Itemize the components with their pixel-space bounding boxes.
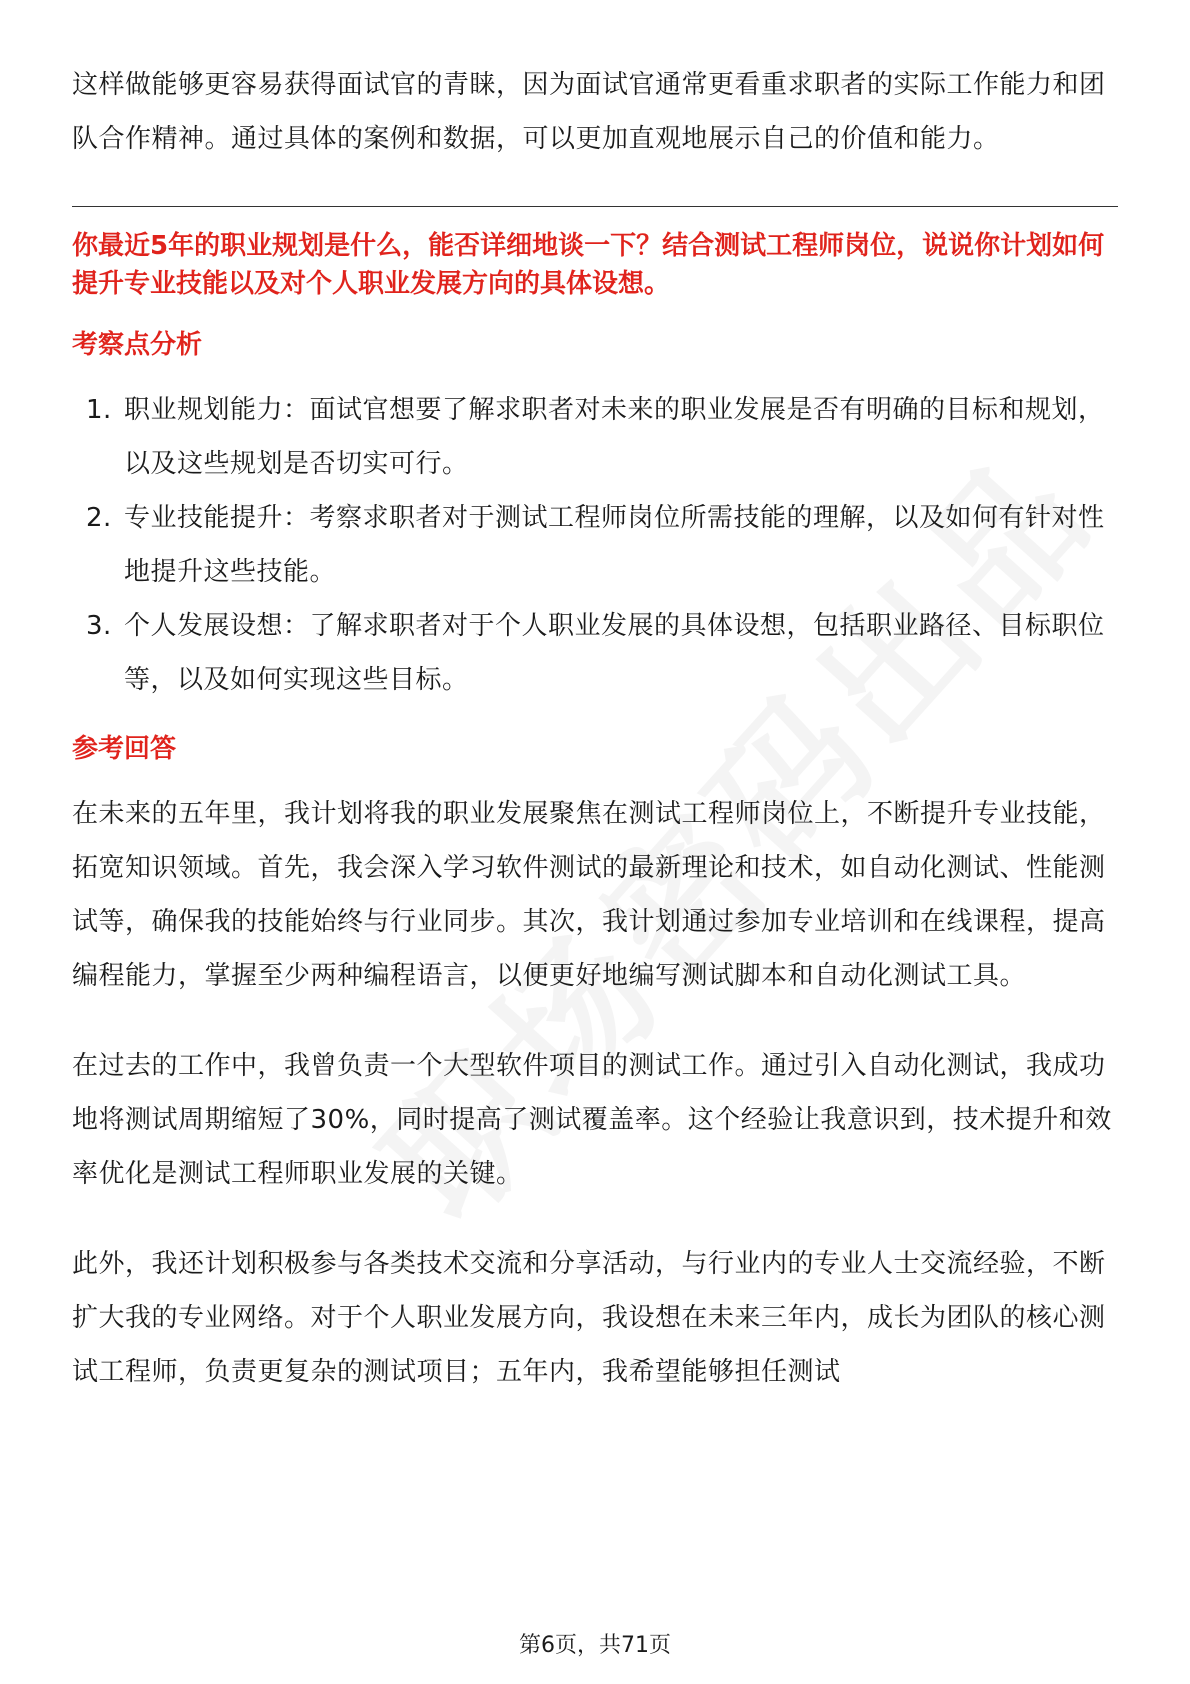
point-text: 专业技能提升：考察求职者对于测试工程师岗位所需技能的理解，以及如何有针对性地提升这些技能。 bbox=[124, 503, 1105, 587]
page-number-footer: 第6页，共71页 bbox=[519, 1633, 671, 1658]
answer-paragraph: 在过去的工作中，我曾负责一个大型软件项目的测试工作。通过引入自动化测试，我成功地将测试周期缩短了30%，同时提高了测试覆盖率。这个经验让我意识到，技术提升和效率优化是测试工程师职业发展的关键。 bbox=[72, 1051, 1112, 1189]
point-number: 1. bbox=[86, 395, 112, 425]
page-content bbox=[72, 58, 1118, 1399]
answer-paragraph: 此外，我还计划积极参与各类技术交流和分享活动，与行业内的专业人士交流经验，不断扩大我的专业网络。对于个人职业发展方向，我设想在未来三年内，成长为团队的核心测试工程师，负责更复杂的测试项目；五年内，我希望能够担任测试 bbox=[72, 1249, 1106, 1387]
point-text: 职业规划能力：面试官想要了解求职者对未来的职业发展是否有明确的目标和规划，以及这些规划是否切实可行。 bbox=[124, 395, 1105, 479]
analysis-heading: 考察点分析 bbox=[72, 330, 203, 360]
answer-paragraph: 在未来的五年里，我计划将我的职业发展聚焦在测试工程师岗位上，不断提升专业技能，拓宽知识领域。首先，我会深入学习软件测试的最新理论和技术，如自动化测试、性能测试等，确保我的技能始终与行业同步。其次，我计划通过参加专业培训和在线课程，提高编程能力，掌握至少两种编程语言，以便更好地编写测试脚本和自动化测试工具。 bbox=[72, 799, 1106, 991]
analysis-point bbox=[72, 599, 1118, 707]
intro-paragraph: 这样做能够更容易获得面试官的青睐，因为面试官通常更看重求职者的实际工作能力和团队合作精神。通过具体的案例和数据，可以更加直观地展示自己的价值和能力。 bbox=[72, 70, 1106, 154]
answer-heading: 参考回答 bbox=[72, 734, 177, 764]
analysis-point bbox=[72, 491, 1118, 599]
point-text: 个人发展设想：了解求职者对于个人职业发展的具体设想，包括职业路径、目标职位等，以及如何实现这些目标。 bbox=[124, 611, 1105, 695]
point-number: 2. bbox=[86, 503, 112, 533]
point-number: 3. bbox=[86, 611, 112, 641]
analysis-point bbox=[72, 383, 1118, 491]
section-divider bbox=[72, 206, 1118, 207]
analysis-list bbox=[72, 383, 1118, 707]
interview-question: 你最近5年的职业规划是什么，能否详细地谈一下？结合测试工程师岗位，说说你计划如何提升专业技能以及对个人职业发展方向的具体设想。 bbox=[72, 231, 1105, 299]
